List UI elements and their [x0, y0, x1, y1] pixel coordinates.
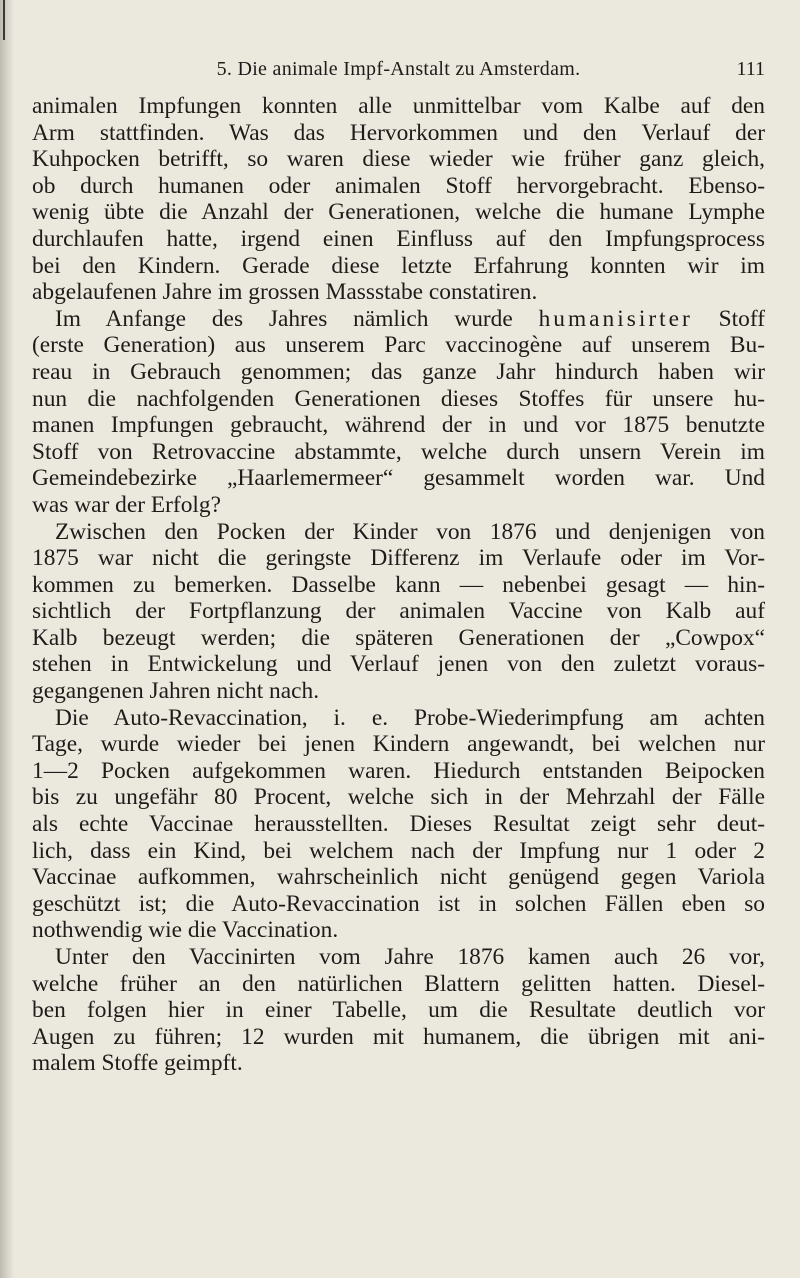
text-line: animalen Impfungen konnten alle unmittelbar vom Kalbe auf den	[32, 93, 765, 119]
text-line: Unter den Vaccinirten vom Jahre 1876 kamen auch 26 vor,	[55, 944, 765, 970]
text-line: reau in Gebrauch genommen; das ganze Jahr hindurch haben wir	[32, 358, 765, 385]
body-text	[32, 93, 765, 1077]
text-line: lich, dass ein Kind, bei welchem nach der Impfung nur 1 oder 2	[32, 837, 765, 864]
text-line: (erste Generation) aus unserem Parc vaccinogène auf unserem Bu-	[32, 332, 765, 359]
text-line: nothwendig wie die Vaccination.	[32, 917, 339, 944]
text-line: Die Auto-Revaccination, i. e. Probe-Wiederimpfung am achten	[55, 704, 765, 731]
text-line: welche früher an den natürlichen Blattern gelitten hatten. Diesel-	[32, 970, 765, 997]
text-line: bis zu ungefähr 80 Procent, welche sich in der Mehrzahl der Fälle	[32, 784, 765, 811]
running-title: 5. Die animale Impf-Anstalt zu Amsterdam.	[216, 58, 581, 80]
text-line: Augen zu führen; 12 wurden mit humanem, die übrigen mit ani-	[32, 1023, 765, 1050]
text-line: nun die nachfolgenden Generationen dieses Stoffes für unsere hu-	[32, 385, 765, 412]
text-line: durchlaufen hatte, irgend einen Einfluss auf den Impfungsprocess	[32, 225, 765, 252]
text-run: Im Anfange des Jahres nämlich wurde	[55, 305, 539, 332]
page-gutter-shadow	[0, 0, 14, 1278]
text-line: was war der Erfolg?	[32, 491, 221, 518]
text-line: Kalb bezeugt werden; die späteren Generationen der „Cowpox“	[32, 624, 765, 651]
text-line: bei den Kindern. Gerade diese letzte Erfahrung konnten wir im	[32, 252, 765, 279]
text-line: gegangenen Jahren nicht nach.	[32, 678, 320, 705]
text-line: Vaccinae aufkommen, wahrscheinlich nicht genügend gegen Variola	[32, 864, 765, 891]
text-line: Kuhpocken betrifft, so waren diese wieder wie früher ganz gleich,	[32, 146, 765, 173]
text-line: ob durch humanen oder animalen Stoff hervorgebracht. Ebenso-	[32, 172, 765, 199]
text-line: malem Stoffe geimpft.	[32, 1050, 243, 1077]
text-line: sichtlich der Fortpflanzung der animalen Vaccine von Kalb auf	[32, 598, 765, 625]
text-line: kommen zu bemerken. Dasselbe kann — nebenbei gesagt — hin-	[32, 571, 765, 598]
page-number: 111	[736, 58, 765, 80]
text-line: abgelaufenen Jahre im grossen Massstabe constatiren.	[32, 279, 538, 306]
text-line: als echte Vaccinae herausstellten. Dieses Resultat zeigt sehr deut-	[32, 811, 765, 838]
text-line: stehen in Entwickelung und Verlauf jenen von den zuletzt voraus-	[32, 651, 765, 678]
text-line: 1875 war nicht die geringste Differenz im Verlaufe oder im Vor-	[32, 545, 765, 572]
running-head	[32, 56, 765, 82]
book-page	[32, 0, 765, 1278]
text-line: Arm stattfinden. Was das Hervorkommen und den Verlauf der	[32, 119, 765, 146]
text-line	[32, 306, 765, 333]
text-line: Tage, wurde wieder bei jenen Kindern angewandt, bei welchen nur	[32, 731, 765, 758]
text-line: geschützt ist; die Auto-Revaccination ist in solchen Fällen eben so	[32, 890, 765, 917]
text-run: Stoff	[692, 305, 765, 332]
text-line: manen Impfungen gebraucht, während der in und vor 1875 benutzte	[32, 412, 765, 439]
binding-edge-mark	[3, 0, 5, 40]
text-line: Gemeindebezirke „Haarlemermeer“ gesammelt worden war. Und	[32, 465, 765, 492]
text-line: Zwischen den Pocken der Kinder von 1876 und denjenigen von	[55, 518, 765, 545]
text-line: ben folgen hier in einer Tabelle, um die Resultate deutlich vor	[32, 997, 765, 1024]
text-line: wenig übte die Anzahl der Generationen, welche die humane Lymphe	[32, 199, 765, 226]
emphasized-word: humanisirter	[538, 305, 693, 332]
text-line: 1—2 Pocken aufgekommen waren. Hiedurch entstanden Beipocken	[32, 757, 765, 784]
text-line: Stoff von Retrovaccine abstammte, welche durch unsern Verein im	[32, 438, 765, 465]
